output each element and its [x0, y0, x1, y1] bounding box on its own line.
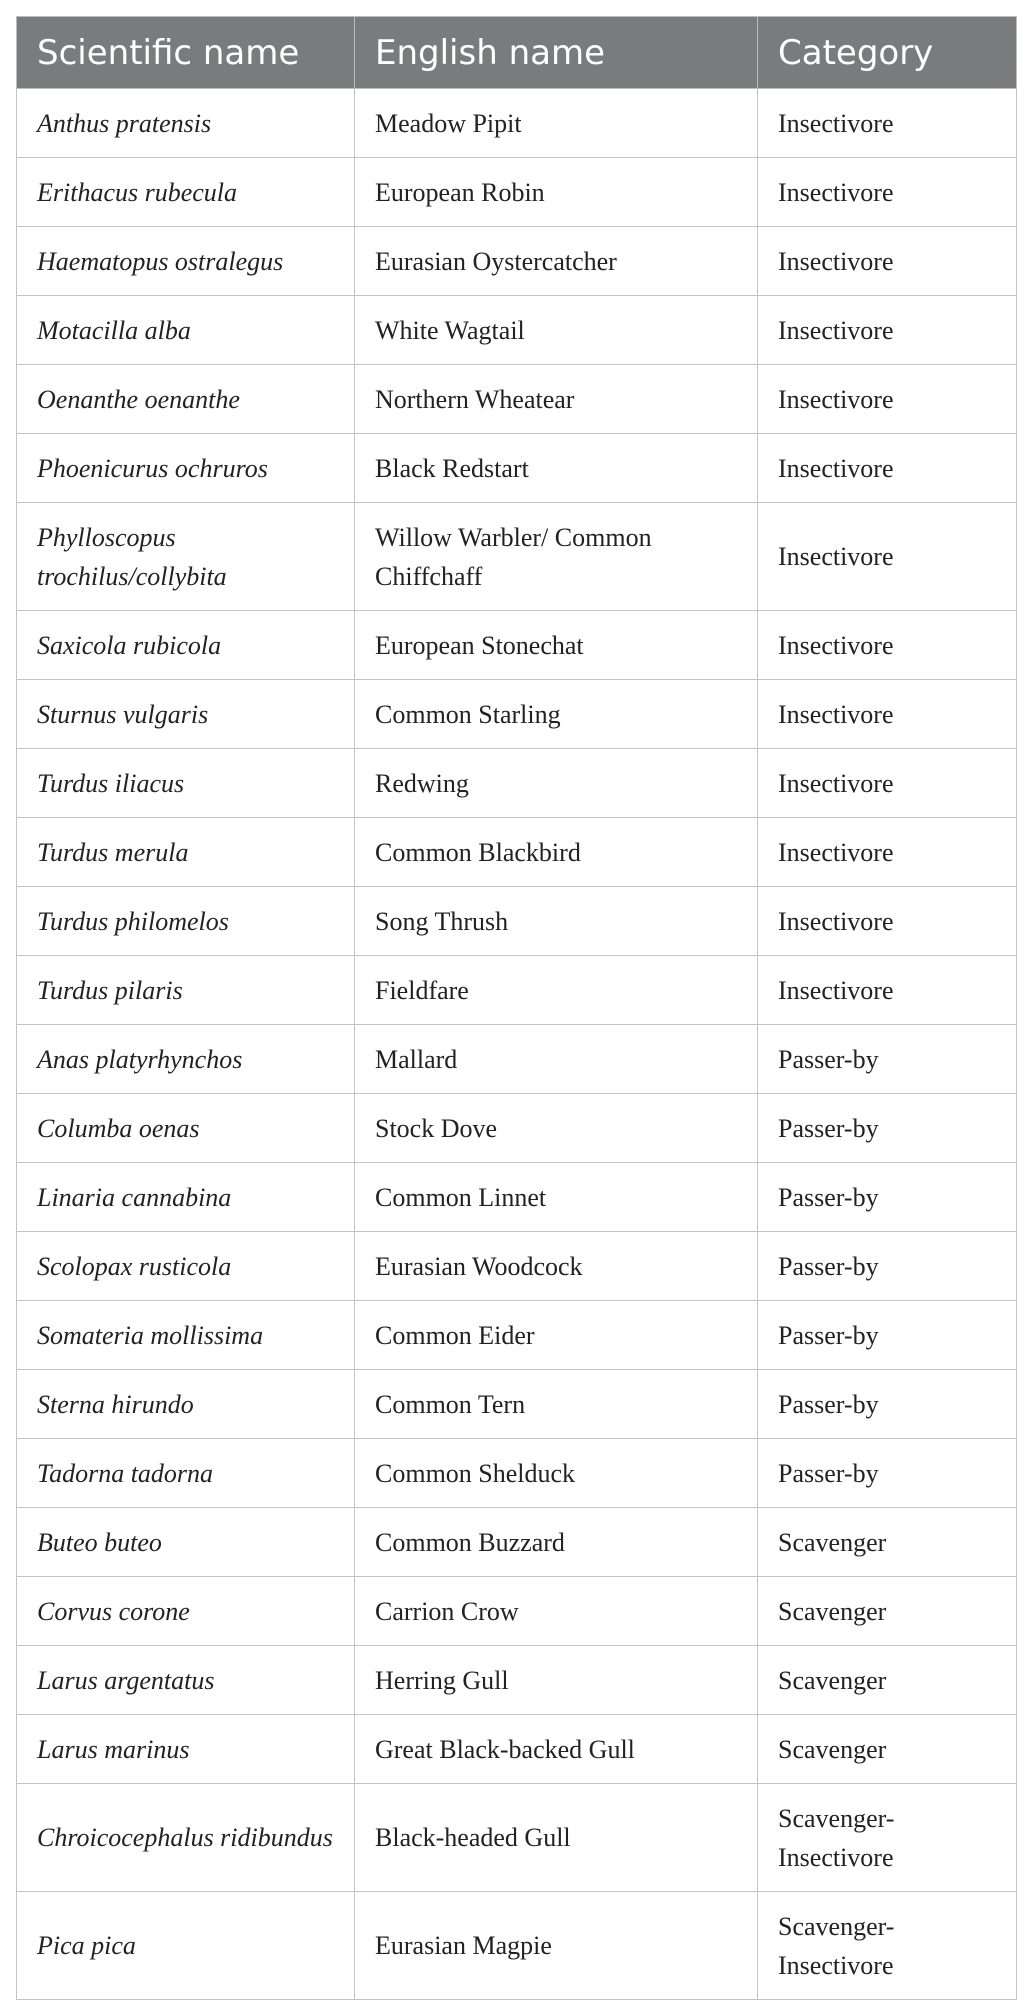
english-name-cell: Stock Dove — [355, 1094, 758, 1163]
english-name-cell: Eurasian Woodcock — [355, 1232, 758, 1301]
category-cell: Insectivore — [758, 434, 1017, 503]
english-name-cell: Great Black-backed Gull — [355, 1715, 758, 1784]
scientific-name-cell: Anthus pratensis — [17, 89, 355, 158]
table-row — [17, 1163, 1017, 1232]
table-row — [17, 434, 1017, 503]
scientific-name-cell: Larus argentatus — [17, 1646, 355, 1715]
table-row — [17, 296, 1017, 365]
category-cell: Passer-by — [758, 1163, 1017, 1232]
english-name-cell: Common Eider — [355, 1301, 758, 1370]
category-cell: Scavenger-Insectivore — [758, 1892, 1017, 2000]
category-cell: Insectivore — [758, 89, 1017, 158]
table-row — [17, 158, 1017, 227]
table-header — [17, 17, 1017, 89]
category-cell: Insectivore — [758, 611, 1017, 680]
category-cell: Insectivore — [758, 158, 1017, 227]
english-name-cell: Common Buzzard — [355, 1508, 758, 1577]
english-name-cell: Northern Wheatear — [355, 365, 758, 434]
english-name-cell: Common Blackbird — [355, 818, 758, 887]
category-cell: Passer-by — [758, 1094, 1017, 1163]
english-name-cell: Carrion Crow — [355, 1577, 758, 1646]
scientific-name-cell: Columba oenas — [17, 1094, 355, 1163]
category-cell: Scavenger — [758, 1646, 1017, 1715]
category-cell: Insectivore — [758, 818, 1017, 887]
english-name-cell: Black-headed Gull — [355, 1784, 758, 1892]
table-row — [17, 887, 1017, 956]
header-english-name: English name — [355, 17, 758, 89]
scientific-name-cell: Turdus philomelos — [17, 887, 355, 956]
table-row — [17, 1232, 1017, 1301]
table-body — [17, 89, 1017, 2000]
english-name-cell: White Wagtail — [355, 296, 758, 365]
scientific-name-cell: Scolopax rusticola — [17, 1232, 355, 1301]
scientific-name-cell: Corvus corone — [17, 1577, 355, 1646]
category-cell: Insectivore — [758, 503, 1017, 611]
english-name-cell: Song Thrush — [355, 887, 758, 956]
table-row — [17, 1646, 1017, 1715]
english-name-cell: Common Starling — [355, 680, 758, 749]
species-table-container — [16, 16, 1016, 2000]
table-row — [17, 1577, 1017, 1646]
english-name-cell: Redwing — [355, 749, 758, 818]
category-cell: Insectivore — [758, 749, 1017, 818]
table-row — [17, 611, 1017, 680]
english-name-cell: Meadow Pipit — [355, 89, 758, 158]
category-cell: Passer-by — [758, 1301, 1017, 1370]
scientific-name-cell: Pica pica — [17, 1892, 355, 2000]
table-row — [17, 1892, 1017, 2000]
scientific-name-cell: Motacilla alba — [17, 296, 355, 365]
english-name-cell: Willow Warbler/ Common Chiffchaff — [355, 503, 758, 611]
scientific-name-cell: Turdus iliacus — [17, 749, 355, 818]
english-name-cell: Eurasian Magpie — [355, 1892, 758, 2000]
english-name-cell: Mallard — [355, 1025, 758, 1094]
scientific-name-cell: Larus marinus — [17, 1715, 355, 1784]
header-row — [17, 17, 1017, 89]
english-name-cell: Black Redstart — [355, 434, 758, 503]
header-category: Category — [758, 17, 1017, 89]
scientific-name-cell: Sterna hirundo — [17, 1370, 355, 1439]
scientific-name-cell: Oenanthe oenanthe — [17, 365, 355, 434]
table-row — [17, 89, 1017, 158]
category-cell: Passer-by — [758, 1370, 1017, 1439]
english-name-cell: Fieldfare — [355, 956, 758, 1025]
table-row — [17, 365, 1017, 434]
scientific-name-cell: Linaria cannabina — [17, 1163, 355, 1232]
category-cell: Insectivore — [758, 365, 1017, 434]
category-cell: Scavenger — [758, 1715, 1017, 1784]
scientific-name-cell: Haematopus ostralegus — [17, 227, 355, 296]
scientific-name-cell: Turdus pilaris — [17, 956, 355, 1025]
table-row — [17, 1784, 1017, 1892]
scientific-name-cell: Saxicola rubicola — [17, 611, 355, 680]
english-name-cell: Common Tern — [355, 1370, 758, 1439]
category-cell: Scavenger — [758, 1508, 1017, 1577]
english-name-cell: Common Shelduck — [355, 1439, 758, 1508]
header-scientific-name: Scientific name — [17, 17, 355, 89]
category-cell: Scavenger-Insectivore — [758, 1784, 1017, 1892]
category-cell: Scavenger — [758, 1577, 1017, 1646]
english-name-cell: Herring Gull — [355, 1646, 758, 1715]
category-cell: Insectivore — [758, 887, 1017, 956]
category-cell: Insectivore — [758, 227, 1017, 296]
category-cell: Insectivore — [758, 296, 1017, 365]
table-row — [17, 956, 1017, 1025]
scientific-name-cell: Sturnus vulgaris — [17, 680, 355, 749]
scientific-name-cell: Chroicocephalus ridibundus — [17, 1784, 355, 1892]
category-cell: Insectivore — [758, 680, 1017, 749]
category-cell: Passer-by — [758, 1439, 1017, 1508]
table-row — [17, 818, 1017, 887]
english-name-cell: Common Linnet — [355, 1163, 758, 1232]
table-row — [17, 1301, 1017, 1370]
species-table — [16, 16, 1017, 2000]
scientific-name-cell: Turdus merula — [17, 818, 355, 887]
table-row — [17, 1025, 1017, 1094]
scientific-name-cell: Phylloscopus trochilus/collybita — [17, 503, 355, 611]
table-row — [17, 1508, 1017, 1577]
scientific-name-cell: Phoenicurus ochruros — [17, 434, 355, 503]
category-cell: Passer-by — [758, 1232, 1017, 1301]
scientific-name-cell: Buteo buteo — [17, 1508, 355, 1577]
scientific-name-cell: Anas platyrhynchos — [17, 1025, 355, 1094]
table-row — [17, 1439, 1017, 1508]
table-row — [17, 1094, 1017, 1163]
table-row — [17, 749, 1017, 818]
english-name-cell: Eurasian Oystercatcher — [355, 227, 758, 296]
scientific-name-cell: Erithacus rubecula — [17, 158, 355, 227]
table-row — [17, 227, 1017, 296]
category-cell: Passer-by — [758, 1025, 1017, 1094]
table-row — [17, 503, 1017, 611]
scientific-name-cell: Somateria mollissima — [17, 1301, 355, 1370]
table-row — [17, 680, 1017, 749]
category-cell: Insectivore — [758, 956, 1017, 1025]
table-row — [17, 1715, 1017, 1784]
table-row — [17, 1370, 1017, 1439]
english-name-cell: European Robin — [355, 158, 758, 227]
english-name-cell: European Stonechat — [355, 611, 758, 680]
scientific-name-cell: Tadorna tadorna — [17, 1439, 355, 1508]
